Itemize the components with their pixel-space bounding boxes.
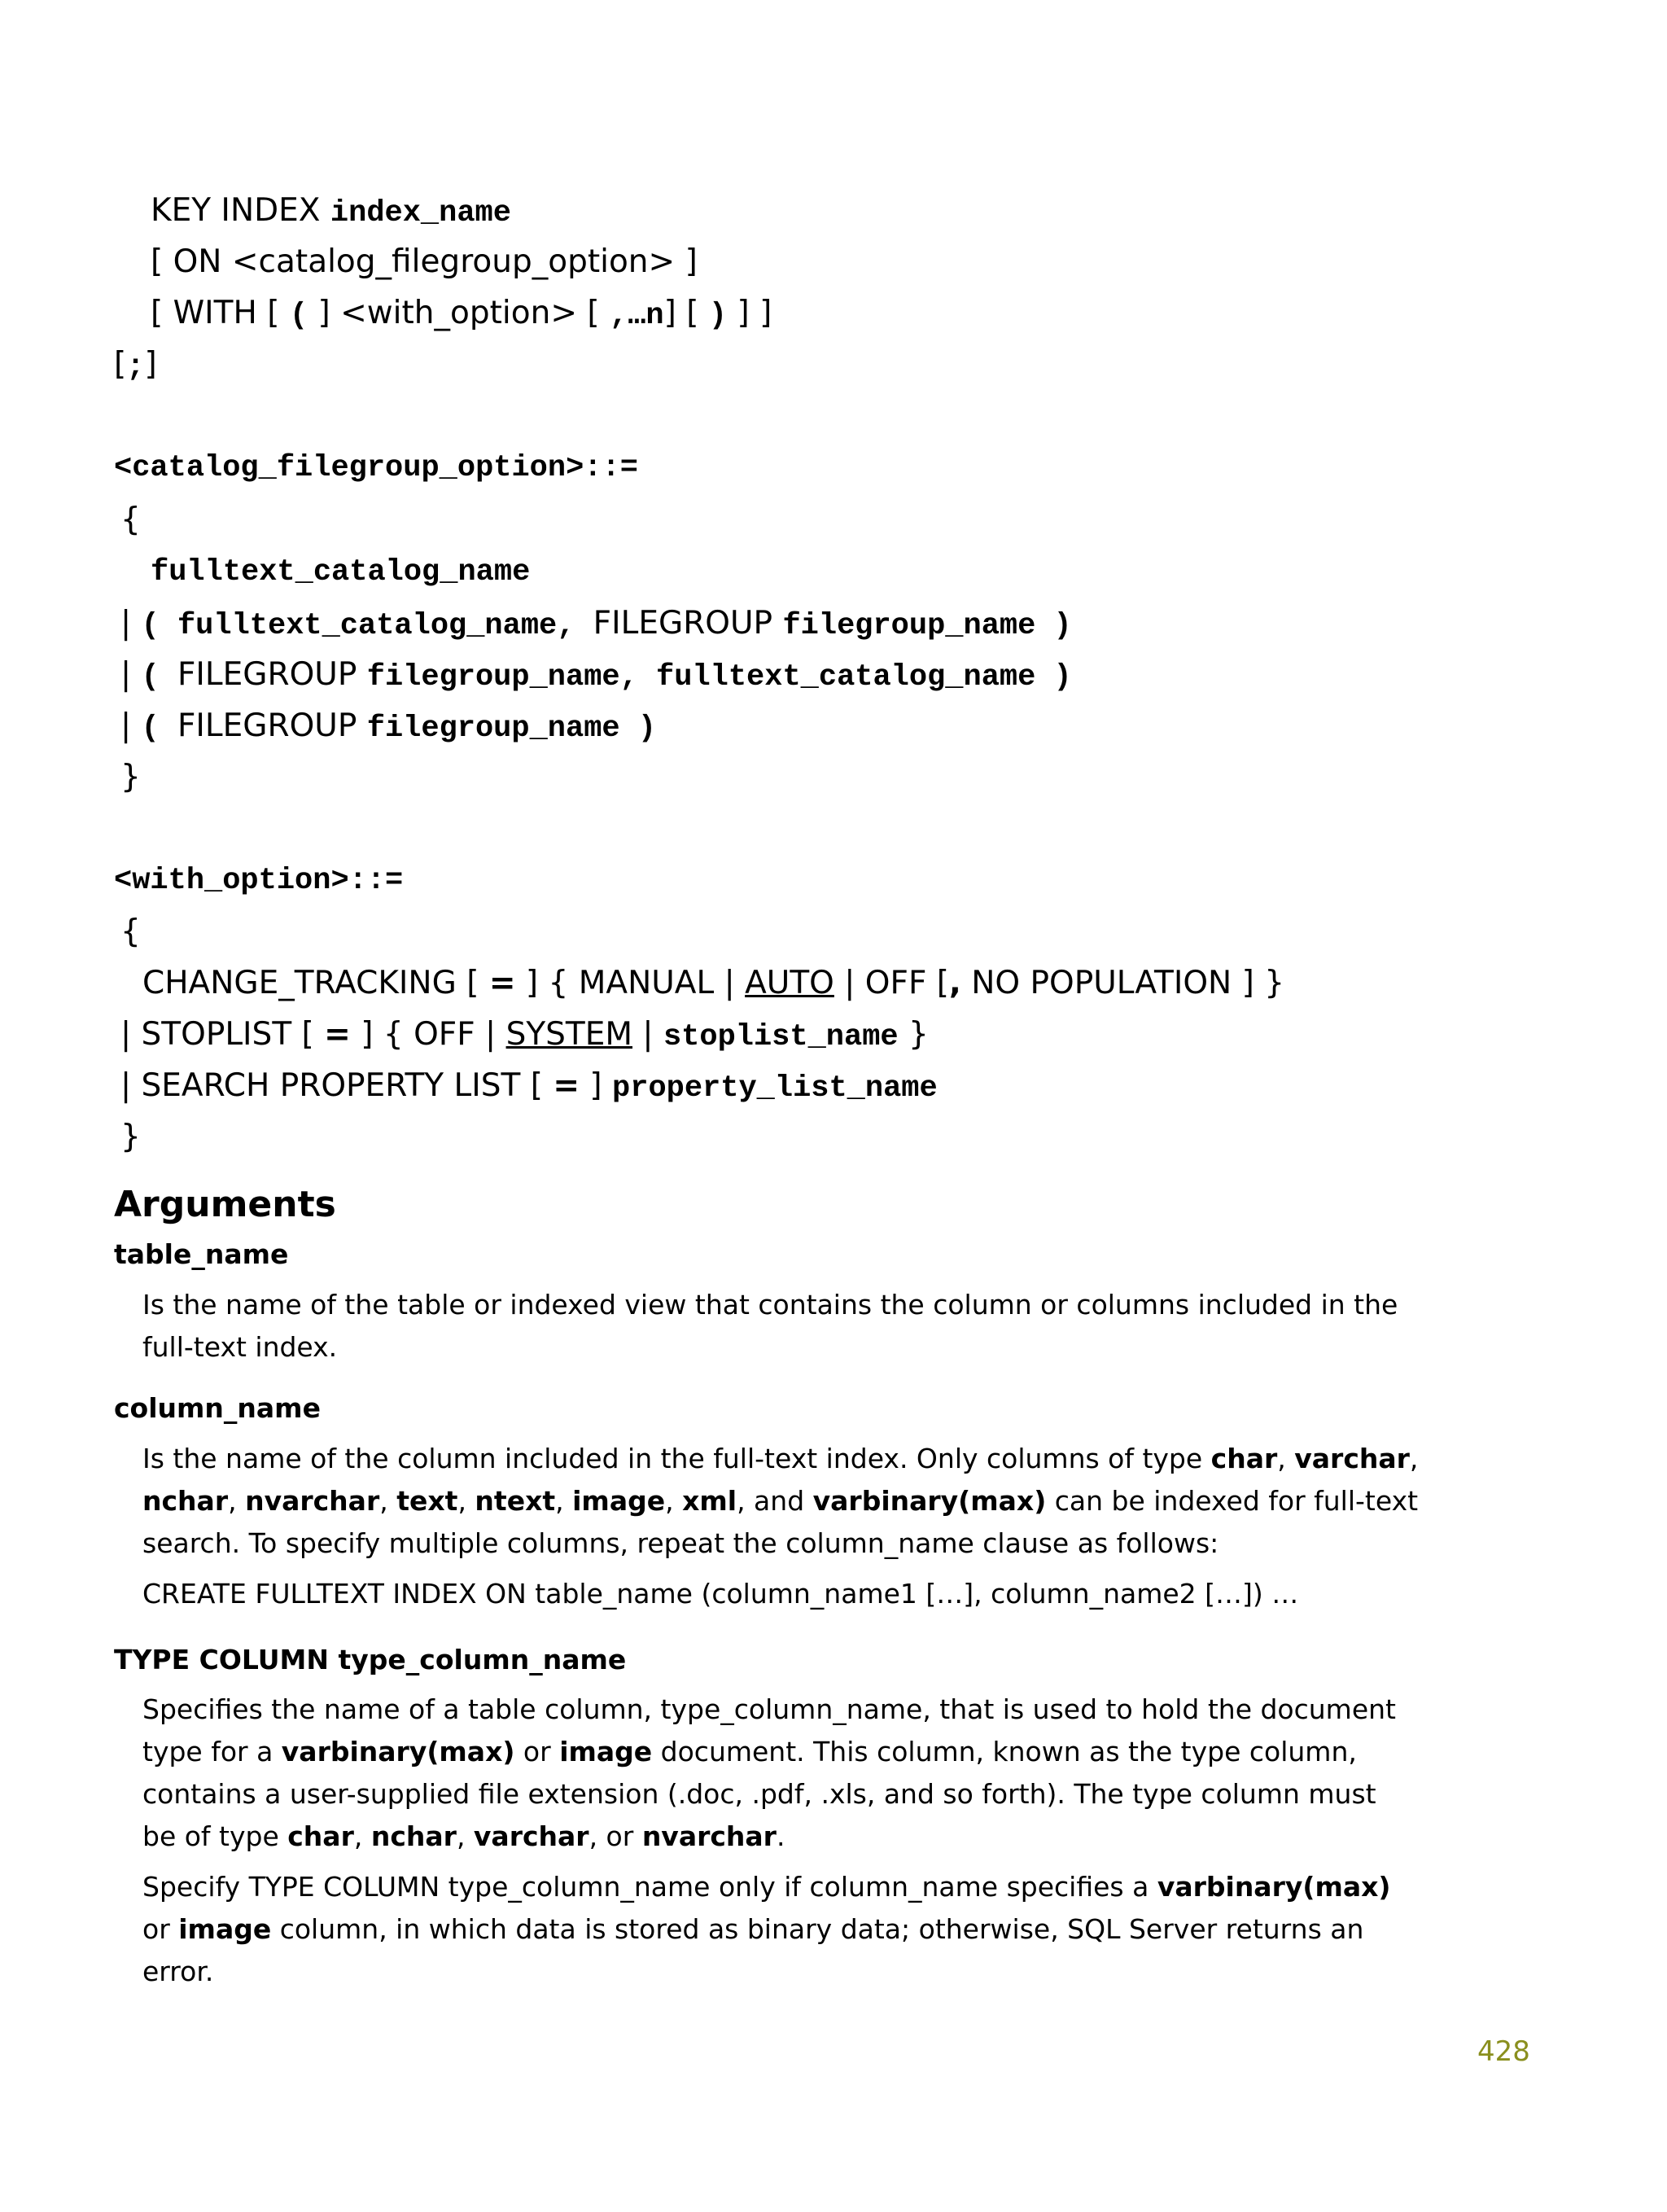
syntax-terminator bbox=[114, 344, 157, 388]
text: ] { MANUAL | bbox=[515, 965, 746, 1001]
type-name: char bbox=[287, 1820, 354, 1852]
text: , or bbox=[588, 1820, 642, 1852]
text: CHANGE_TRACKING [ bbox=[142, 965, 489, 1001]
keyword: FILEGROUP bbox=[177, 656, 367, 693]
type-name: varchar bbox=[1294, 1443, 1410, 1474]
text: , bbox=[1277, 1443, 1295, 1474]
close-brace: } bbox=[120, 759, 141, 795]
text: be of type bbox=[142, 1820, 288, 1852]
term-column-name: column_name bbox=[114, 1392, 321, 1424]
description-line: full-text index. bbox=[142, 1331, 338, 1363]
text: , bbox=[379, 1485, 397, 1517]
type-name: varbinary(max) bbox=[812, 1485, 1047, 1517]
type-name: image bbox=[572, 1485, 666, 1517]
description-line: Specifies the name of a table column, type_column_name, that is used to hold the document bbox=[142, 1693, 1396, 1725]
equals: = bbox=[488, 965, 516, 1001]
description-line bbox=[142, 1731, 1357, 1773]
description-line: CREATE FULLTEXT INDEX ON table_name (column_name1 […], column_name2 […]) … bbox=[142, 1578, 1299, 1610]
argument: index_name bbox=[330, 196, 511, 230]
text: , bbox=[665, 1485, 683, 1517]
text: , bbox=[457, 1485, 475, 1517]
catalog-option-line bbox=[120, 655, 1072, 698]
text: ] bbox=[580, 1067, 613, 1104]
repeat-marker: ,…n bbox=[610, 299, 664, 333]
bar: | bbox=[120, 656, 142, 693]
paren: ( bbox=[141, 660, 177, 694]
bar: | bbox=[120, 707, 142, 744]
with-option-change-tracking bbox=[142, 963, 1284, 1004]
type-name: char bbox=[1210, 1443, 1278, 1474]
semicolon: ; bbox=[126, 350, 145, 384]
text: ] { OFF | bbox=[350, 1016, 506, 1053]
text: type for a bbox=[142, 1736, 282, 1767]
type-name: image bbox=[178, 1913, 272, 1945]
type-name: image bbox=[559, 1736, 653, 1767]
comma: , bbox=[557, 609, 593, 643]
text: } bbox=[898, 1016, 929, 1053]
text: , bbox=[1409, 1443, 1419, 1474]
text: ] [ bbox=[663, 295, 709, 331]
description-line bbox=[142, 1908, 1363, 1951]
close-brace: } bbox=[120, 1119, 141, 1155]
syntax-on-clause: [ ON <catalog_filegroup_option> ] bbox=[151, 243, 698, 280]
argument: fulltext_catalog_name bbox=[177, 609, 558, 643]
text: NO POPULATION ] } bbox=[960, 965, 1285, 1001]
text: [ WITH [ bbox=[151, 295, 290, 331]
paren: ) bbox=[619, 712, 657, 746]
paren: ( bbox=[289, 299, 308, 333]
text: Is the name of the column included in the full-text index. Only columns of type bbox=[142, 1443, 1211, 1474]
paren: ( bbox=[141, 712, 177, 746]
equals: = bbox=[553, 1067, 580, 1104]
catalog-option-header: <catalog_filegroup_option>::= bbox=[114, 451, 638, 485]
text: column, in which data is stored as binary data; otherwise, SQL Server returns an bbox=[271, 1913, 1364, 1945]
type-name: ntext bbox=[475, 1485, 556, 1517]
argument: stoplist_name bbox=[663, 1020, 899, 1054]
default-value: AUTO bbox=[745, 965, 834, 1001]
term-table-name: table_name bbox=[114, 1238, 289, 1270]
type-name: xml bbox=[682, 1485, 737, 1517]
description-line bbox=[142, 1480, 1418, 1522]
type-name: varbinary(max) bbox=[1157, 1871, 1391, 1903]
argument: property_list_name bbox=[612, 1071, 938, 1106]
text: ] <with_option> [ bbox=[308, 295, 610, 331]
description-line bbox=[142, 1816, 785, 1858]
paren: ) bbox=[708, 299, 728, 333]
equals: = bbox=[324, 1016, 351, 1053]
argument: fulltext_catalog_name bbox=[656, 660, 1036, 694]
open-brace: { bbox=[120, 913, 141, 950]
text: [ bbox=[114, 346, 127, 383]
with-option-search-property-list bbox=[120, 1066, 938, 1109]
text: | SEARCH PROPERTY LIST [ bbox=[120, 1067, 553, 1104]
open-brace: { bbox=[120, 502, 141, 538]
type-name: nvarchar bbox=[641, 1820, 777, 1852]
type-name: varchar bbox=[473, 1820, 589, 1852]
keyword: FILEGROUP bbox=[177, 707, 367, 744]
text: , bbox=[228, 1485, 246, 1517]
type-name: varbinary(max) bbox=[281, 1736, 515, 1767]
text: , and bbox=[737, 1485, 813, 1517]
comma: , bbox=[948, 965, 961, 1001]
description-line bbox=[142, 1438, 1418, 1480]
description-line: contains a user-supplied file extension (.doc, .pdf, .xls, and so forth). The type column must bbox=[142, 1778, 1376, 1810]
text: ] bbox=[144, 346, 157, 383]
text: | bbox=[632, 1016, 663, 1053]
description-line: search. To specify multiple columns, repeat the column_name clause as follows: bbox=[142, 1527, 1219, 1559]
default-value: SYSTEM bbox=[505, 1016, 633, 1053]
catalog-option-line bbox=[120, 706, 656, 749]
catalog-option-line: fulltext_catalog_name bbox=[151, 555, 531, 589]
comma: , bbox=[619, 660, 657, 694]
catalog-option-line bbox=[120, 603, 1072, 646]
text: or bbox=[142, 1913, 179, 1945]
argument: filegroup_name bbox=[366, 660, 620, 694]
syntax-key-index bbox=[151, 191, 511, 234]
paren: ( bbox=[141, 609, 177, 643]
text: | STOPLIST [ bbox=[120, 1016, 325, 1053]
argument: filegroup_name bbox=[782, 609, 1036, 643]
text: | OFF [ bbox=[834, 965, 949, 1001]
type-name: nvarchar bbox=[245, 1485, 380, 1517]
text: . bbox=[776, 1820, 785, 1852]
description-line bbox=[142, 1866, 1390, 1908]
text: document. This column, known as the type column, bbox=[652, 1736, 1357, 1767]
text: can be indexed for full-text bbox=[1046, 1485, 1419, 1517]
page-number: 428 bbox=[1477, 2035, 1530, 2068]
text: , bbox=[456, 1820, 474, 1852]
description-line: error. bbox=[142, 1956, 214, 1987]
type-name: nchar bbox=[142, 1485, 229, 1517]
type-name: text bbox=[396, 1485, 458, 1517]
syntax-with-clause bbox=[151, 293, 772, 336]
term-type-column: TYPE COLUMN type_column_name bbox=[114, 1644, 627, 1675]
arguments-heading: Arguments bbox=[114, 1184, 336, 1225]
type-name: nchar bbox=[370, 1820, 457, 1852]
description-line: Is the name of the table or indexed view that contains the column or columns included in the bbox=[142, 1289, 1398, 1321]
keyword: KEY INDEX bbox=[151, 192, 330, 229]
with-option-header: <with_option>::= bbox=[114, 864, 404, 898]
text: , bbox=[555, 1485, 573, 1517]
text: , bbox=[353, 1820, 371, 1852]
paren: ) bbox=[1035, 660, 1072, 694]
with-option-stoplist bbox=[120, 1014, 929, 1058]
keyword: FILEGROUP bbox=[593, 605, 783, 642]
paren: ) bbox=[1035, 609, 1072, 643]
text: Specify TYPE COLUMN type_column_name only if column_name specifies a bbox=[142, 1871, 1157, 1903]
argument: filegroup_name bbox=[366, 712, 620, 746]
bar: | bbox=[120, 605, 142, 642]
text: or bbox=[514, 1736, 560, 1767]
text: ] ] bbox=[727, 295, 772, 331]
